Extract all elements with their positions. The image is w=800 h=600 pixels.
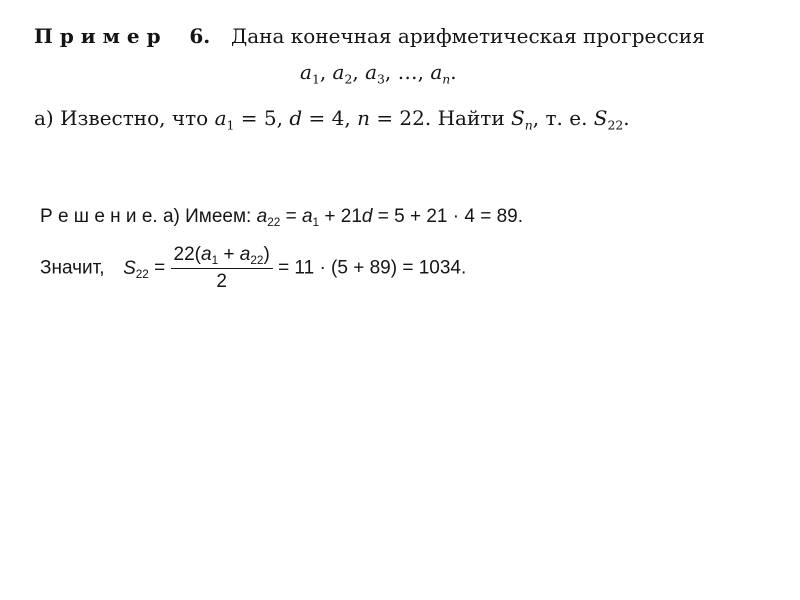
num-plus: +	[218, 244, 240, 265]
num-post: )	[263, 244, 270, 265]
solution-a1-index: 1	[312, 216, 320, 230]
solution-a1: a	[301, 206, 313, 227]
solution-S: S	[123, 257, 136, 279]
part-a-find: Найти	[437, 106, 505, 130]
part-a-S22: S	[593, 106, 608, 130]
num-a22-index: 22	[250, 254, 264, 268]
sequence-line	[300, 60, 457, 87]
seq-comma-3: ,	[384, 60, 392, 84]
seq-a2: a	[332, 60, 345, 84]
solution-conclusion: Значит,	[40, 257, 105, 279]
seq-comma-2: ,	[352, 60, 359, 84]
solution-a22-index: 22	[267, 216, 281, 230]
solution-result: = 11 · (5 + 89) = 1034.	[278, 257, 467, 279]
solution-line-1	[40, 206, 523, 228]
seq-comma-1: ,	[319, 60, 327, 84]
part-a-mid: , т. е.	[532, 106, 588, 130]
part-a-eq1: = 5,	[240, 106, 283, 130]
problem-statement: Дана конечная арифметическая прогрессия	[230, 24, 705, 48]
seq-a3-index: 3	[377, 71, 385, 87]
part-a-marker: а) Известно, что	[34, 106, 209, 130]
solution-tail: = 5 + 21 · 4 = 89.	[377, 206, 523, 227]
num-pre: 22(	[173, 244, 201, 265]
problem-number: 6.	[189, 24, 211, 48]
solution-line-2	[40, 244, 466, 293]
solution-label: Р е ш е н и е.	[40, 206, 158, 227]
solution-eq: =	[285, 206, 297, 227]
part-a-S-index: n	[524, 117, 533, 133]
seq-comma-4: ,	[417, 60, 424, 84]
part-a-eq2: = 4,	[308, 106, 351, 130]
solution-eq2: =	[154, 257, 166, 279]
part-a-end: .	[623, 106, 630, 130]
seq-a2-index: 2	[344, 71, 353, 87]
fraction-numerator	[171, 244, 273, 269]
problem-header	[34, 24, 705, 48]
num-a1: a	[201, 244, 212, 265]
part-a-S22-index: 22	[607, 117, 624, 133]
solution-S-index: 22	[135, 267, 149, 281]
part-a-a-index: 1	[226, 117, 235, 133]
part-a-statement	[34, 106, 630, 133]
part-a-S: S	[511, 106, 525, 130]
problem-label: П р и м е р	[34, 24, 161, 48]
solution-a22: a	[256, 206, 268, 227]
part-a-eq3: = 22.	[376, 106, 432, 130]
seq-a1: a	[300, 60, 312, 84]
fraction-denominator: 2	[216, 271, 227, 292]
solution-part: а) Имеем:	[162, 206, 252, 227]
seq-an-index: n	[442, 71, 451, 87]
solution-d: d	[361, 206, 373, 227]
seq-an: a	[430, 60, 443, 84]
seq-a1-index: 1	[311, 71, 320, 87]
num-a1-index: 1	[211, 254, 219, 268]
seq-end: .	[450, 60, 457, 84]
fraction	[171, 244, 273, 293]
seq-a3: a	[365, 60, 378, 84]
part-a-d: d	[289, 106, 303, 130]
seq-ellipsis: …	[397, 60, 418, 84]
part-a-n: n	[357, 106, 370, 130]
part-a-a: a	[214, 106, 227, 130]
solution-rest: + 21	[324, 206, 362, 227]
num-a22: a	[239, 244, 251, 265]
